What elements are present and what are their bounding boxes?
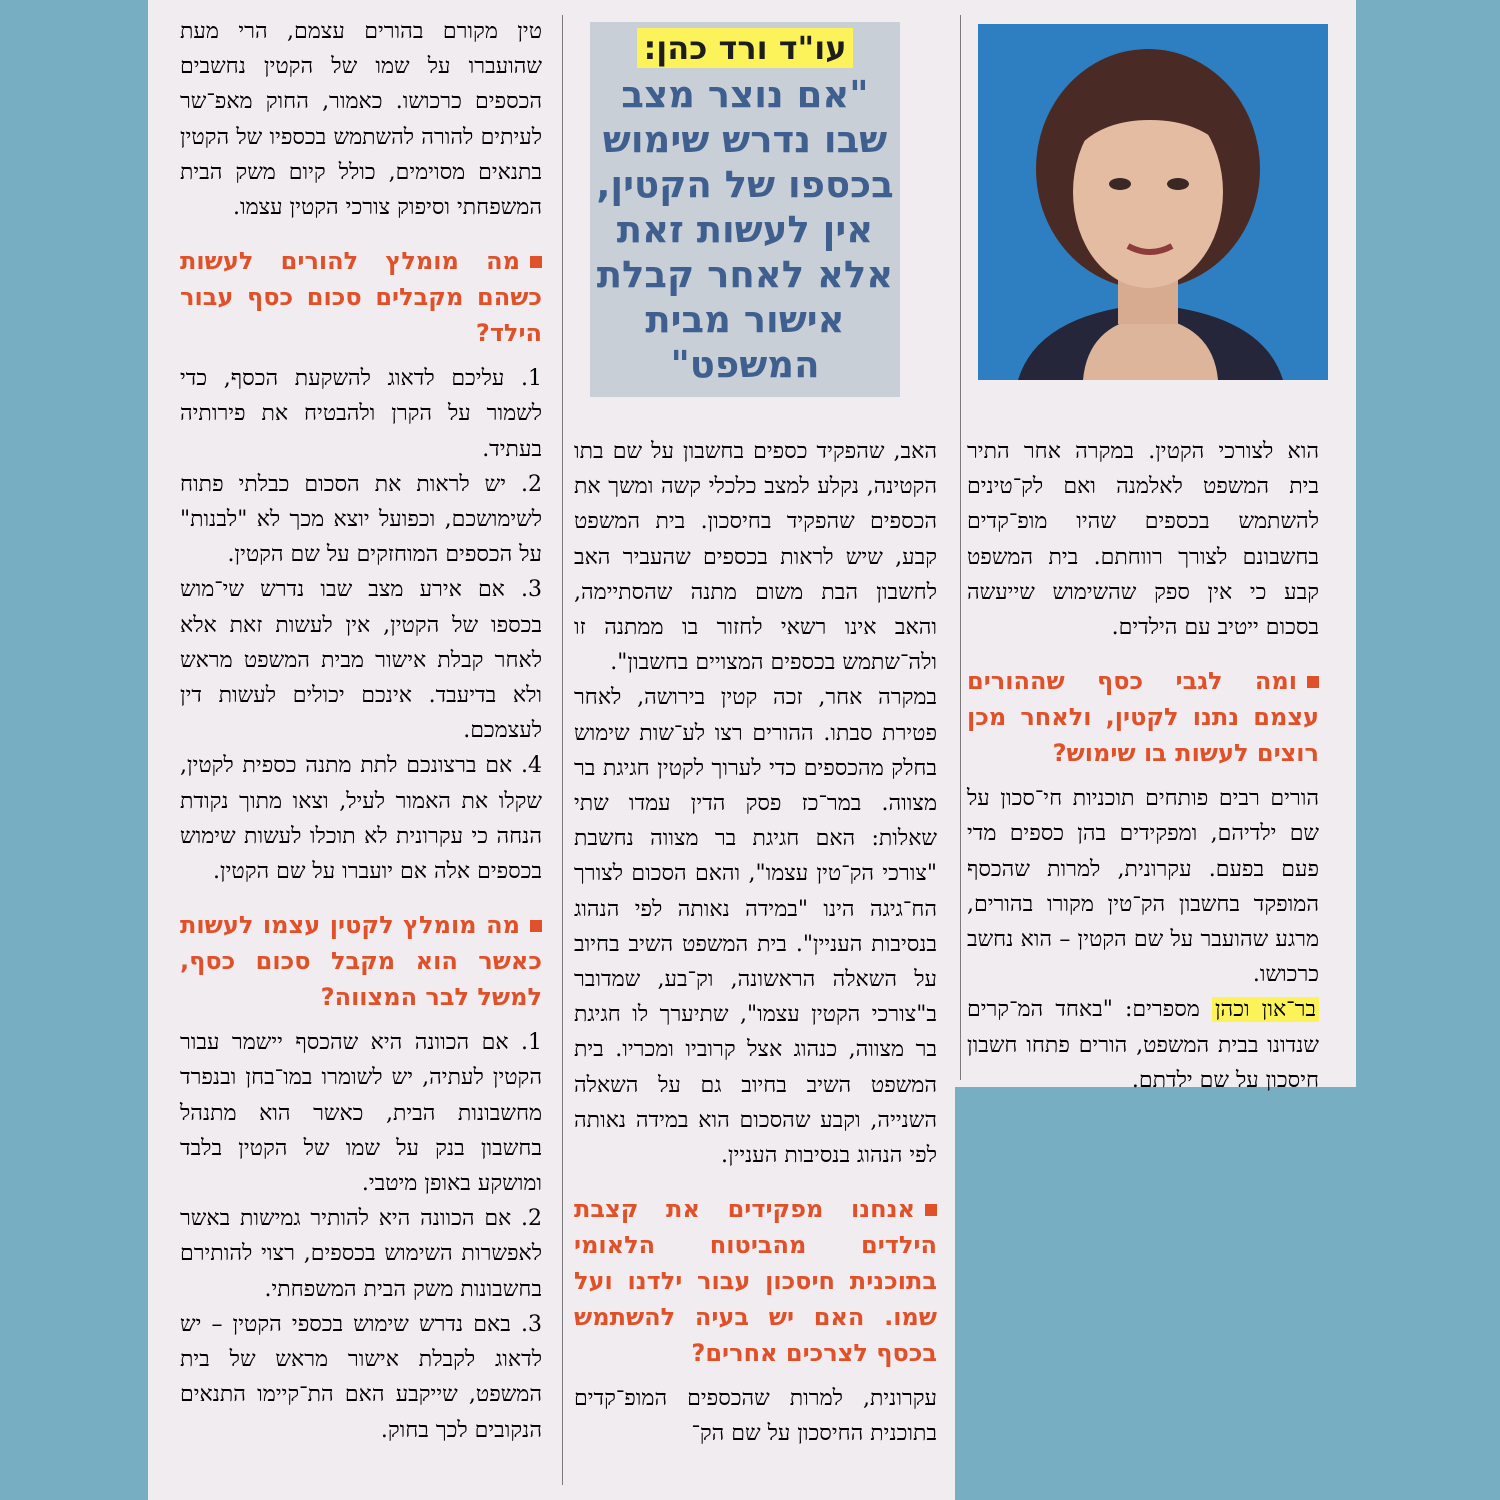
square-bullet-icon [530,920,542,932]
list-item: 2. אם הכוונה היא להותיר גמישות באשר לאפשרות השימוש בכספים, רצוי להותירם בחשבונות משק הבית המשפחתי. [180,1206,542,1302]
paragraph-text: מספרים: "באחד המ־קרים שנדונו בבית המשפט, הורים פתחו חשבון חיסכון על שם ילדתם. [967,997,1319,1093]
paragraph: טין מקורם בהורים עצמם, הרי מעת שהועברו על שמו של הקטין נחשבים הכספים כרכושו. כאמור, החוק מאפ־שר לעיתים להורה להשתמש בכספיו של הקטין בתנאים מסוימים, כולל קיום משק הבית המשפחתי וסיפוק צורכי הקטין עצמו. [180,19,542,221]
pull-quote-text: "אם נוצר מצב שבו נדרש שימוש בכספו של הקטין, אין לעשות זאת אלא לאחר קבלת אישור מבית המשפט" [596,73,894,386]
list-item: 1. אם הכוונה היא שהכסף יישמר עבור הקטין לעתיה, יש לשומרו במו־בחן ובנפרד מחשבונות הבית, כאשר הוא מתנהל בחשבון בנק על שמו של הקטין בלבד ומושקע באופן מיטבי. [180,1030,542,1197]
question-heading [180,243,542,351]
portrait-icon [978,24,1328,380]
square-bullet-icon [925,1204,937,1216]
list-item: 4. אם ברצונכם לתת מתנה כספית לקטין, שקלו את האמור לעיל, וצאו מתוך נקודת הנחה כי עקרונית לא תוכלו לעשות שימוש בכספים אלה אם יועברו על שם הקטין. [180,753,542,885]
column-middle [574,434,937,1452]
list-item: 3. באם נדרש שימוש בכספי הקטין – יש לדאוג לקבלת אישור מראש של בית המשפט, שייקבע האם הת־קיימו התנאים הנקובים לכך בחוק. [180,1311,542,1443]
list-item: 2. יש לראות את הסכום כבלתי פתוח לשימושכם, וכפועל יוצא מכך לא "לבנות" על הכספים המוחזקים על שם הקטין. [180,471,542,568]
paragraph: במקרה אחר, זכה קטין בירושה, לאחר פטירת סבתו. ההורים רצו לע־שות שימוש בחלק מהכספים כדי לערוך לקטין חגיגת בר מצווה. במר־כז פסק הדין עמדו שתי שאלות: האם חגיגת בר מצווה נחשבת "צורכי הק־טין עצמו", והאם הסכום לצורך הח־גיגה הינו "במידה נאותה לפי הנהוג בנסיבות העניין". בית המשפט השיב בחיוב על השאלה הראשונה, וק־בע, שמדובר ב"צורכי הקטין עצמו", שתיערך לו חגיגת בר מצווה, כנהוג אצל קרוביו ומכריו. בית המשפט השיב בחיוב גם על השאלה השנייה, וקבע שהסכום הוא במידה נאותה לפי הנהוג בנסיבות העניין. [574,685,937,1169]
column-divider [562,15,563,1485]
portrait-photo [978,24,1328,380]
question-heading [967,663,1319,771]
question-text: אנחנו מפקידים את קצבת הילדים מהביטוח הלאומי בתוכנית חיסכון עבור ילדנו ועל שמו. האם יש בעיה להשתמש בכסף לצרכים אחרים? [574,1195,937,1368]
list-item: 1. עליכם לדאוג להשקעת הכסף, כדי לשמור על הקרן ולהבטיח את פירותיה בעתיד. [180,366,542,462]
pull-quote-name: עו"ד ורד כהן: [637,28,852,68]
question-heading [180,907,542,1015]
paragraph: עקרונית, למרות שהכספים המופ־קדים בתוכנית החיסכון על שם הק־ [574,1386,937,1447]
paragraph: הוא לצורכי הקטין. במקרה אחר התיר בית המשפט לאלמנה ואם לק־טינים להשתמש בכספים שהיו מופ־קדים בחשבונם לצורך רווחתם. בית המשפט קבע כי אין ספק שהשימוש שייעשה בסכום ייטיב עם הילדים. [967,439,1319,641]
question-text: מה מומלץ להורים לעשות כשהם מקבלים סכום כסף עבור הילד? [180,247,542,348]
column-divider [960,15,961,1080]
column-right [967,434,1319,1098]
paragraph: הורים רבים פותחים תוכניות חי־סכון על שם ילדיהם, ומפקידים בהן כספים מדי פעם בפעם. עקרונית, למרות שהכסף המופקד בחשבון הק־טין מקורו בהורים, מרגע שהועבר על שם הקטין – הוא נחשב כרכושו. [967,786,1319,988]
square-bullet-icon [1307,676,1319,688]
column-left [180,14,542,1448]
paragraph: האב, שהפקיד כספים בחשבון על שם בתו הקטינה, נקלע למצב כלכלי קשה ומשך את הכספים שהפקיד בחיסכון. בית המשפט קבע, שיש לראות בכספים שהעביר האב לחשבון הבת משום מתנה שהסתיימה, והאב אינו רשאי לחזור בו ממתנה זו ולה־שתמש בכספים המצויים בחשבון". [574,439,937,676]
question-text: מה מומלץ לקטין עצמו לעשות כאשר הוא מקבל סכום כסף, למשל לבר המצווה? [180,911,542,1012]
question-text: ומה לגבי כסף שההורים עצמם נתנו לקטין, ולאחר מכן רוצים לעשות בו שימוש? [967,667,1319,768]
pull-quote [590,22,900,397]
highlighted-names: בר־און וכהן [1212,997,1319,1022]
list-item: 3. אם אירע מצב שבו נדרש שי־מוש בכספו של הקטין, אין לעשות זאת אלא לאחר קבלת אישור מבית המשפט מראש ולא בדיעבד. אינכם יכולים לעשות דין לעצמכם. [180,577,542,744]
square-bullet-icon [530,256,542,268]
paragraph [967,992,1319,1098]
question-heading [574,1191,937,1371]
